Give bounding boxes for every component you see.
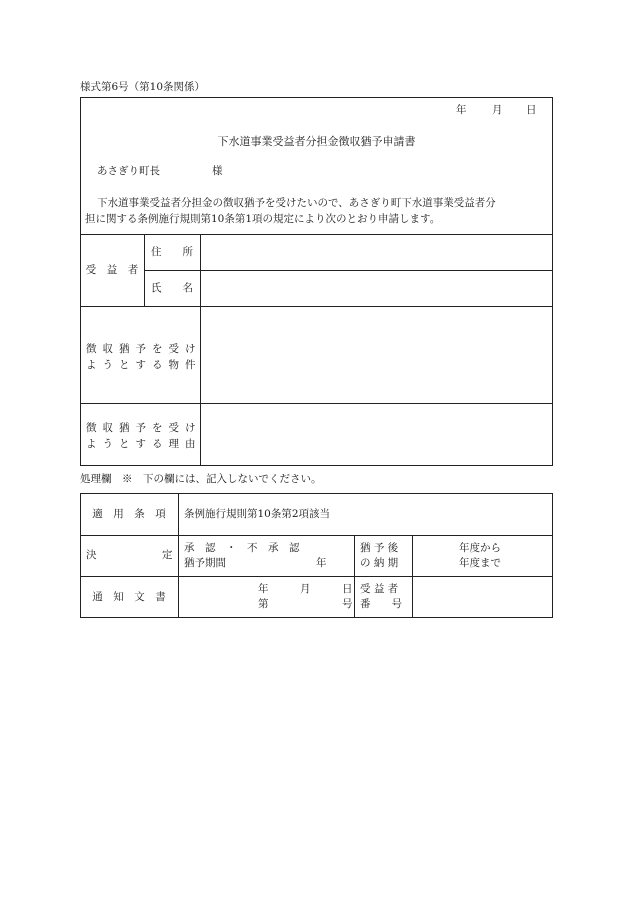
article-label: 適 用 条 項: [92, 508, 166, 520]
after-label-1: 猶 予 後: [360, 542, 399, 554]
form-number: 様式第6号（第10条関係）: [80, 81, 206, 93]
to-year: 年度まで: [459, 557, 501, 569]
date-month-label: 月: [492, 104, 503, 116]
body-line-2: 担に関する条例施行規則第10条第1項の規定により次のとおり申請します。: [85, 213, 441, 225]
from-year: 年度から: [459, 542, 501, 554]
reason-label-line-1: 徴収猶予を受け: [86, 422, 202, 434]
period-year: 年: [316, 557, 327, 569]
period-label: 猶予期間: [184, 557, 226, 569]
beneficiary-label: 受 益 者: [85, 264, 139, 276]
addressee-honorific: 様: [212, 165, 223, 177]
date-year-label: 年: [456, 104, 467, 116]
property-label-line-1: 徴収猶予を受け: [86, 343, 202, 355]
notice-number: 第 号: [258, 598, 353, 610]
after-label-2: の 納 期: [360, 557, 399, 569]
address-label: 住 所: [151, 246, 193, 258]
article-value: 条例施行規則第10条第2項該当: [184, 508, 331, 520]
notice-label: 通 知 文 書: [92, 591, 166, 603]
approve-line: 承 認 ・ 不 承 認: [184, 542, 300, 554]
addressee-name: あさぎり町長: [97, 165, 160, 177]
reason-label-line-2: ようとする理由: [86, 438, 202, 450]
processing-header: 処理欄 ※ 下の欄には、記入しないでください。: [80, 473, 322, 485]
payer-label-1: 受 益 者: [360, 583, 399, 595]
name-label: 氏 名: [151, 282, 193, 294]
decision-label-start: 決: [86, 549, 97, 561]
body-line-1: 下水道事業受益者分担金の徴収猶予を受けたいので、あさぎり町下水道事業受益者分: [97, 197, 496, 209]
payer-label-2: 番 号: [360, 598, 402, 610]
notice-date: 年 月 日: [258, 583, 353, 595]
decision-label-end: 定: [162, 549, 173, 561]
document-title: 下水道事業受益者分担金徴収猶予申請書: [217, 135, 416, 148]
property-label-line-2: ようとする物件: [86, 359, 202, 371]
date-day-label: 日: [526, 104, 537, 116]
